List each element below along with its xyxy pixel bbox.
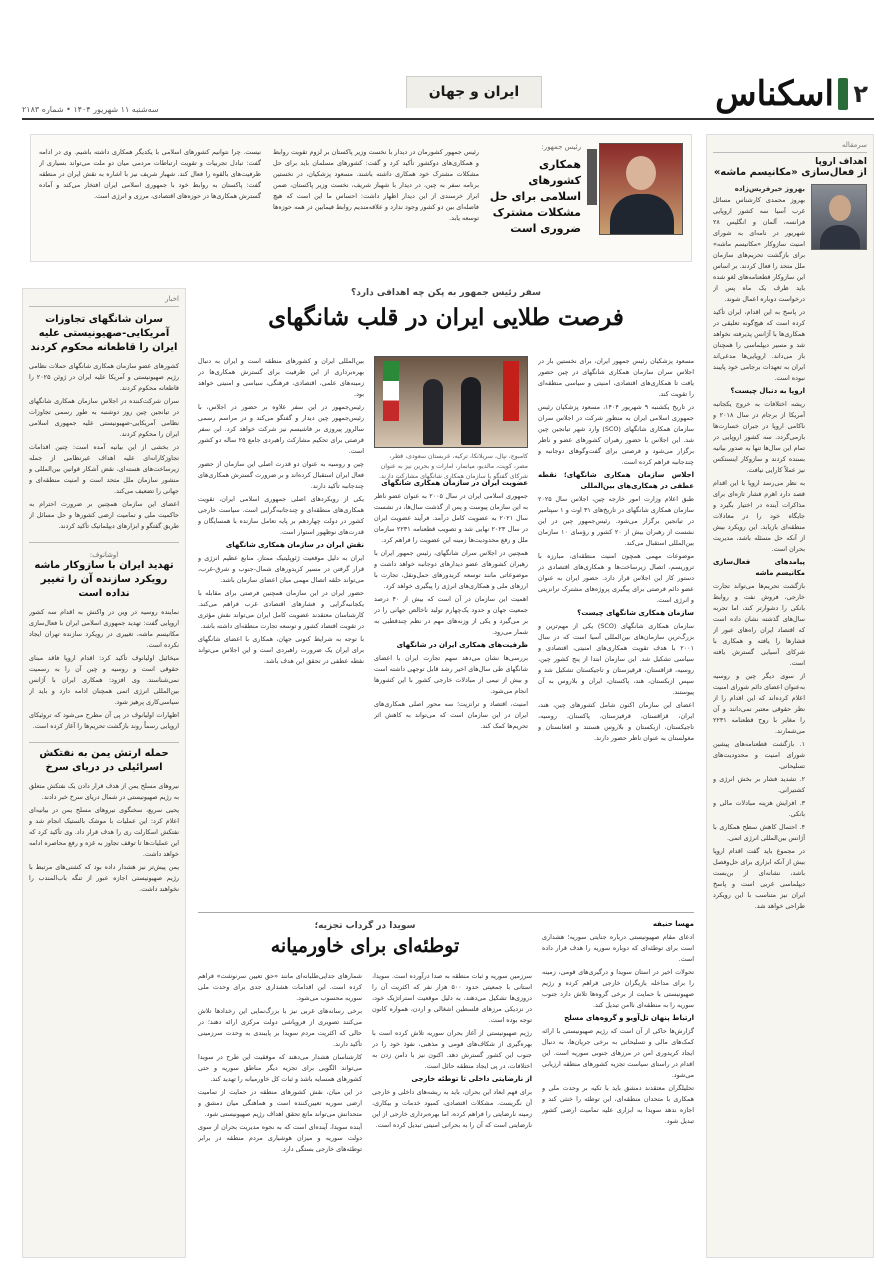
paragraph: در این میان، نقش کشورهای منطقه در حمایت از تمامیت ارضی سوریه تعیین‌کننده است و هماهنگی میان دمشق و متحدانش می‌تواند مانع تحقق اهداف رژیم صهیونیستی شود. [198, 1088, 362, 1118]
president-photo [599, 143, 683, 235]
subhead: از نارضایتی داخلی تا توطئه خارجی [411, 1075, 532, 1083]
editorial-byline: بهروز خیرفریس‌زاده [734, 185, 805, 193]
subhead: ظرفیت‌های همکاری ایران در شانگهای [396, 641, 528, 649]
paragraph: سرزمین سوریه و ثبات منطقه به صدا درآورده است. سویدا، استانی با جمعیتی حدود ۵۰۰ هزار نفر که اکثریت آن را دروزی‌ها تشکیل می‌دهند، به دلیل موقعیت استراتژیک خود، در نزدیکی مرزهای فلسطین اشغالی و اردن، همواره کانون توجه بوده است. [372, 972, 532, 1024]
paragraph: همچنین در اجلاس سران شانگهای، رئیس جمهور ایران با رهبران کشورهای عضو دیدارهای دوجانبه خواهد داشت و موضوعاتی مانند توسعه کریدورهای حمل‌ونقل، تجارت با ارزهای ملی و همکاری‌های انرژی را پیگیری خواهد کرد. [374, 549, 528, 590]
paragraph: نیروهای مسلح یمن از هدف قرار دادن یک نفتکش متعلق به رژیم صهیونیستی در شمال دریای سرخ خبر دادند. [29, 782, 179, 801]
brand-logo-mark [838, 78, 848, 110]
editorial-paragraph: به نظر می‌رسد اروپا با این اقدام قصد دارد اهرم فشار تازه‌ای برای مذاکرات آینده در اختیار بگیرد و جایگاه خود را در معادلات منطقه‌ای بازیابد. این رویکرد بیش از آنکه حل مسئله باشد، مدیریت بحران است. [713, 479, 805, 553]
author-photo [811, 184, 867, 250]
paragraph: کشورهای عضو سازمان همکاری شانگهای حملات نظامی رژیم صهیونیستی و آمریکا علیه ایران در ژوئن ۲۰۲۵ را قاطعانه محکوم کردند. [29, 362, 179, 392]
main-story-column-3 [198, 356, 364, 900]
news-body [29, 781, 179, 897]
paragraph: بین‌المللی ایران و کشورهای منطقه است و ایران به دنبال بهره‌برداری از این ظرفیت برای گسترش همکاری‌ها در زمینه‌های علمی، اقتصادی، فرهنگی، سیاسی و امنیتی خواهد بود. [198, 357, 364, 398]
paragraph: ایران به دلیل موقعیت ژئوپلیتیک ممتاز، منابع عظیم انرژی و قرار گرفتن در مسیر کریدورهای شمال-جنوب و شرق-غرب، می‌تواند حلقه اتصال مهمی میان اعضای سازمان باشد. [198, 554, 364, 584]
bottom-story-kicker: سویدا در گرداب تجزیه؛ [314, 921, 416, 931]
paragraph: آینده سویدا، آینده‌ای است که به نحوه مدیریت بحران از سوی دولت سوریه و میزان هوشیاری مردم منطقه در برابر توطئه‌های خارجی بستگی دارد. [198, 1123, 362, 1153]
news-body [29, 607, 179, 734]
editorial-title: از فعال‌سازی «مکانیسم ماشه» [713, 167, 867, 178]
paragraph: رژیم صهیونیستی از آغاز بحران سوریه تلاش کرده است با بهره‌گیری از شکاف‌های قومی و مذهبی، نفوذ خود را در جنوب این کشور گسترش دهد. اکنون نیز با دامن زدن به اختلافات، در پی ایجاد منطقه حائل است. [372, 1029, 532, 1070]
editorial-paragraph: بازگشت تحریم‌ها می‌تواند تجارت خارجی، فروش نفت و روابط بانکی را دشوارتر کند، اما تجربه سال‌های گذشته نشان داده است که اقتصاد ایران راه‌های عبور از فشارها را یافته و همکاری با شرکای آسیایی گسترش یافته است. [713, 582, 805, 667]
issue-line: سه‌شنبه ۱۱ شهریور ۱۴۰۴ • شماره ۲۱۸۳ [22, 105, 159, 114]
editorial-subhead: اروپا به دنبال چیست؟ [730, 387, 805, 395]
paragraph: میخائیل اولیانوف تأکید کرد: اقدام اروپا فاقد مبنای حقوقی است و روسیه و چین آن را به رسمیت نمی‌شناسند. وی افزود: همکاری ایران با آژانس بین‌المللی انرژی اتمی همچنان ادامه دارد و باید از سیاسی‌کاری پرهیز شود. [29, 654, 179, 706]
editorial-paragraph: ۱. بازگشت قطعنامه‌های پیشین شورای امنیت و محدودیت‌های تسلیحاتی. [713, 740, 805, 770]
paragraph: موضوعات مهمی همچون امنیت منطقه‌ای، مبارزه با تروریسم، اتصال زیرساخت‌ها و همکاری‌های اقتصادی در دستور کار این اجلاس قرار دارد. حضور ایران به عنوان عضو دائم فرصتی برای پیگیری پروژه‌های مشترک ترانزیتی و انرژی است. [538, 552, 694, 604]
masthead [22, 76, 874, 120]
interview-body-1: رئیس جمهور کشورمان در دیدار با نخست وزیر پاکستان بر لزوم تقویت روابط و همکاری‌های دوکشور تأکید کرد و گفت: کشورهای مسلمان باید برای حل مشکلات مشترک خود همکاری داشته باشند. مسعود پزشکیان، در نخستین برنامه سفر به چین، در دیدار با شهباز شریف، نخست وزیر پاکستان، ضمن ابراز خرسندی از این دیدار اظهار داشت: احساس ما این است که هیچ فاصله‌ای بین دو کشور وجود ندارد و علاقه‌مندیم روابط فیمابین در همه حوزه‌ها توسعه یابد. [273, 148, 479, 222]
paragraph: سازمان همکاری شانگهای (SCO) یکی از مهم‌ترین و بزرگ‌ترین سازمان‌های بین‌المللی آسیا است که در سال ۲۰۰۱ با هدف تقویت همکاری‌های امنیتی، اقتصادی و سیاسی تشکیل شد. این سازمان ابتدا از پنج کشور چین، روسیه، قزاقستان، قرقیزستان و تاجیکستان تشکیل شد و سپس ازبکستان، هند، پاکستان، ایران و بلاروس به آن پیوستند. [538, 622, 694, 696]
news-column-label: اخبار [29, 295, 179, 307]
editorial-column [706, 134, 874, 1258]
interview-body-2: نیست. چرا نتوانیم کشورهای اسلامی با یکدیگر همکاری داشته باشیم. وی در ادامه گفت: تبادل تجربیات و تقویت ارتباطات مردمی میان دو ملت می‌تواند بسیاری از ظرفیت‌های بالقوه را فعال کند. شهباز شریف نیز با اشاره به نقش ایران در منطقه گفت: پاکستان به روابط خود با جمهوری اسلامی ایران افتخار می‌کند و آماده گسترش همکاری‌ها در حوزه‌های اقتصادی، مرزی و انرژی است. [39, 148, 261, 200]
paragraph: تحولات اخیر در استان سویدا و درگیری‌های قومی، زمینه را برای مداخله بازیگران خارجی فراهم کرده و رژیم صهیونیستی با حمایت از برخی گروه‌ها تلاش دارد جنوب سوریه را به منطقه‌ای ناامن تبدیل کند. [542, 968, 694, 1009]
news-subhead: اوشانوف: [89, 551, 119, 559]
paragraph: یکی از رویکردهای اصلی جمهوری اسلامی ایران، تقویت همکاری‌های منطقه‌ای و چندجانبه‌گرایی است. سیاست خارجی کشور در دولت چهاردهم بر پایه تعامل سازنده با همسایگان و قدرت‌های نوظهور استوار است. [198, 495, 364, 536]
paragraph: تحلیلگران معتقدند دمشق باید با تکیه بر وحدت ملی و همکاری با متحدان منطقه‌ای، این توطئه را خنثی کند و اجازه ندهد سویدا به ابزاری علیه تمامیت ارضی کشور تبدیل شود. [542, 1084, 694, 1125]
subhead: سازمان همکاری شانگهای چیست؟ [577, 609, 694, 617]
photo-caption: کامبوج، نپال، سریلانکا، ترکیه، عربستان سعودی، قطر، مصر، کویت، مالدیو، میانمار، امارات و بحرین نیز به عنوان شرکای گفتگو با سازمان همکاری شانگهای مشارکت دارند. [379, 453, 528, 480]
paragraph: رئیس‌جمهور در این سفر علاوه بر حضور در اجلاس، با رئیس‌جمهور چین دیدار و گفتگو می‌کند و در مراسم رسمی سالروز پیروزی بر فاشیسم نیز شرکت خواهد کرد. این سفر فرصتی برای تحکیم مشارکت راهبردی جامع ۲۵ ساله دو کشور است. [198, 403, 364, 455]
paragraph: برای فهم ابعاد این بحران، باید به ریشه‌های داخلی و خارجی آن نگریست. مشکلات اقتصادی، کمبود خدمات و بیکاری، زمینه نارضایتی را فراهم کرده، اما بهره‌برداری خارجی از این نارضایتی است که آن را به بحرانی امنیتی تبدیل کرده است. [372, 1088, 532, 1129]
editorial-label: سرمقاله [713, 141, 867, 153]
editorial-paragraph: در پاسخ به این اقدام، ایران تأکید کرده است که هیچ‌گونه تعلیقی در همکاری‌ها با آژانس پذیرفته نخواهد شد و مسیر دیپلماسی را همچنان باز می‌داند. اروپایی‌ها مدعی‌اند ایران به تعهدات برجامی خود پایبند نبوده است. [713, 308, 805, 382]
paragraph: گزارش‌ها حاکی از آن است که رژیم صهیونیستی با ارائه کمک‌های مالی و تسلیحاتی به برخی جریان‌ها، به دنبال ایجاد کریدوری امن در مرزهای جنوبی سوریه است. این اقدام در راستای سیاست تجزیه کشورهای منطقه ارزیابی می‌شود. [542, 1027, 694, 1079]
bottom-story-column-2 [198, 971, 362, 1255]
section-tab: ایران و جهان [406, 76, 542, 108]
paragraph: سران شرکت‌کننده در اجلاس سازمان همکاری شانگهای در تیانجین چین روز دوشنبه به طور رسمی تجاوزات نظامی آمریکایی-صهیونیستی علیه جمهوری اسلامی ایران را محکوم کردند. [29, 397, 179, 438]
main-story-headline: فرصت طلایی ایران در قلب شانگهای [268, 304, 624, 331]
bottom-story-column-1 [372, 971, 532, 1255]
bottom-story-headline: توطئه‌ای برای خاورمیانه [270, 935, 460, 957]
news-headline: حمله ارتش یمن به نفتکش اسرائیلی در دریای سرخ [39, 748, 169, 773]
vertical-tag [587, 149, 597, 205]
paragraph: بررسی‌ها نشان می‌دهد سهم تجارت ایران با اعضای شانگهای طی سال‌های اخیر رشد قابل توجهی داشته است و بیش از نیمی از مبادلات خارجی کشور با این کشورها انجام می‌شود. [374, 654, 528, 695]
interview-label: رئیس جمهور: [541, 143, 581, 151]
editorial-paragraph: ریشه اختلافات به خروج یکجانبه آمریکا از برجام در سال ۲۰۱۸ و ناکامی اروپا در جبران خسارت‌ها بازمی‌گردد. سه کشور اروپایی در تمام این سال‌ها تنها به صدور بیانیه بسنده کردند و سازوکار اینستکس نیز عملاً کارایی نیافت. [713, 400, 805, 474]
paragraph: اعضای این سازمان همچنین بر ضرورت احترام به حاکمیت ملی و تمامیت ارضی کشورها و حل مسائل از طریق گفتگو و ابزارهای دیپلماتیک تأکید کردند. [29, 500, 179, 530]
paragraph: اعضای این سازمان اکنون شامل کشورهای چین، هند، ایران، قزاقستان، قرقیزستان، پاکستان، روسیه، تاجیکستان، ازبکستان و بلاروس هستند و افغانستان و مغولستان به عنوان ناظر حضور دارند. [538, 701, 694, 742]
main-story-kicker: سفر رئیس جمهور به پکن چه اهدافی دارد؟ [351, 288, 541, 298]
paragraph: اهمیت این سازمان در آن است که بیش از ۴۰ درصد جمعیت جهان و حدود یک‌چهارم تولید ناخالص جهانی را در بر می‌گیرد و یکی از وزنه‌های مهم در نظم چندقطبی به شمار می‌رود. [374, 595, 528, 636]
divider [29, 542, 179, 543]
paragraph: در بخشی از این بیانیه آمده است: چنین اقدامات تجاوزکارانه‌ای علیه اهداف غیرنظامی از جمله زیرساخت‌های هسته‌ای، نقض آشکار قوانین بین‌المللی و منشور سازمان ملل متحد است و امنیت منطقه‌ای و جهانی را تضعیف می‌کند. [29, 443, 179, 495]
editorial-paragraph: در مجموع باید گفت اقدام اروپا بیش از آنکه ابزاری برای حل‌وفصل باشد، نشانه‌ای از بن‌بست دیپلماسی غربی است و پاسخ ایران نیز متناسب با این رویکرد طراحی خواهد شد. [713, 847, 805, 910]
paragraph: برخی رسانه‌های غربی نیز با بزرگ‌نمایی این رخدادها تلاش می‌کنند تصویری از فروپاشی دولت مرکزی ارائه دهند؛ در حالی که اکثریت مردم سویدا بر پایبندی به وحدت سرزمینی تأکید دارند. [198, 1007, 362, 1048]
news-headline: تهدید ایران با سازوکار ماشه رویکرد سازنده آن را تغییر نداده است [34, 560, 174, 599]
page-number: ۲ [853, 80, 868, 108]
top-interview-box [30, 134, 692, 262]
paragraph: جمهوری اسلامی ایران در سال ۲۰۰۵ به عنوان عضو ناظر به این سازمان پیوست و پس از گذشت سال‌ها، در نشست سال ۲۰۲۱ به عضویت کامل درآمد. فرآیند عضویت ایران در سال ۲۰۲۳ نهایی شد و تصویب قطعنامه ۲۲۳۱ سازمان ملل و رفع محدودیت‌ها زمینه این عضویت را فراهم کرد. [374, 492, 528, 544]
author-name: مهسا حنیفه [652, 920, 694, 928]
editorial-subhead: پیامدهای فعال‌سازی مکانیسم ماشه [713, 558, 805, 577]
editorial-paragraph: از سوی دیگر چین و روسیه به‌عنوان اعضای دائم شورای امنیت اعلام کرده‌اند که این اقدام را از نظر حقوقی معتبر نمی‌دانند و آن را مغایر با روح قطعنامه ۲۲۳۱ می‌شمارند. [713, 672, 805, 735]
paragraph: اظهارات اولیانوف در پی آن مطرح می‌شود که تروئیکای اروپایی رسماً روند بازگشت تحریم‌ها را آغاز کرده است. [29, 711, 179, 730]
main-story-column-2 [374, 478, 528, 900]
editorial-kicker: اهداف اروپا [815, 157, 867, 167]
paragraph: مسعود پزشکیان رئیس جمهور ایران، برای نخستین بار در اجلاس سران سازمان همکاری شانگهای در چین حضور یافت تا همکاری‌های اقتصادی، امنیتی و سیاسی منطقه‌ای را تقویت کند. [538, 357, 694, 398]
main-story-column-1 [538, 356, 694, 900]
paragraph: ادعای مقام صهیونیستی درباره جنایتی سوریه؛ هشداری است برای توطئه‌ای که دوباره سوریه را هدف قرار داده است. [542, 933, 694, 963]
editorial-body [713, 195, 805, 914]
editorial-paragraph: ۲. تشدید فشار بر بخش انرژی و کشتیرانی. [713, 775, 805, 794]
paragraph: طبق اعلام وزارت امور خارجه چین، اجلاس سال ۲۰۲۵ سازمان همکاری شانگهای در تاریخ‌های ۳۱ اوت و ۱ سپتامبر در تیانجین برگزار می‌شود. رئیس‌جمهور چین در این نشست از رهبران بیش از ۲۰ کشور و رؤسای ۱۰ سازمان بین‌المللی استقبال می‌کند. [538, 495, 694, 547]
paragraph: کارشناسان هشدار می‌دهند که موفقیت این طرح در سویدا می‌تواند الگویی برای تجزیه دیگر مناطق سوریه و حتی کشورهای همسایه باشد و ثبات کل خاورمیانه را تهدید کند. [198, 1053, 362, 1083]
paragraph: یحیی سریع، سخنگوی نیروهای مسلح یمن در بیانیه‌ای اعلام کرد: این عملیات با موشک بالستیک انجام شد و نفتکش اسکارلت ری را هدف قرار داد. وی تأکید کرد که این عملیات‌ها تا توقف تجاوز به غزه و رفع محاصره ادامه خواهد داشت. [29, 806, 179, 858]
editorial-paragraph: بهروز محمدی کارشناس مسائل غرب آسیا سه کشور اروپایی فرانسه، آلمان و انگلیس ۲۸ شهریور در نامه‌ای به شورای امنیت سازوکار «مکانیسم ماشه» برای بازگشت تحریم‌های سازمان ملل متحد را فعال کردند. بر اساس این سازوکار قطعنامه‌های لغو شده باید ظرف یک ماه پس از درخواست دوباره اعمال شوند. [713, 196, 805, 303]
divider [29, 742, 179, 743]
paragraph: با توجه به شرایط کنونی جهان، همکاری با اعضای شانگهای برای ایران یک ضرورت راهبردی است و این اجلاس می‌تواند نقطه عطفی در تحقق این هدف باشد. [198, 635, 364, 665]
subhead: نقش ایران در سازمان همکاری شانگهای [225, 541, 364, 549]
subhead: عضویت ایران در سازمان همکاری شانگهای [381, 479, 528, 487]
iran-flag-icon [383, 361, 399, 421]
paragraph: نماینده روسیه در وین در واکنش به اقدام سه کشور اروپایی گفت: تهدید جمهوری اسلامی ایران با فعال‌سازی مکانیسم ماشه، تغییری در رویکرد سازنده تهران ایجاد نکرده است. [29, 608, 179, 649]
interview-headline: همکاری کشورهای اسلامی برای حل مشکلات مشترک ضروری است [489, 158, 581, 235]
editorial-paragraph: ۳. افزایش هزینه مبادلات مالی و بانکی. [713, 799, 805, 818]
news-headline: سران شانگهای تجاوزات آمریکایی-صهیونیستی علیه ایران را قاطعانه محکوم کردند [30, 314, 178, 353]
brand-logo: اسکناس [715, 74, 834, 114]
subhead: اجلاس سازمان همکاری شانگهای؛ نقطه عطفی در همکاری‌های بین‌المللی [538, 471, 694, 490]
paragraph: حضور ایران در این سازمان همچنین فرصتی برای مقابله با یکجانبه‌گرایی و فشارهای اقتصادی غرب فراهم می‌کند. کارشناسان معتقدند عضویت کامل ایران می‌تواند نقش مؤثری در تقویت اقتصاد کشور و توسعه تجارت منطقه‌ای داشته باشد. [198, 589, 364, 630]
news-column [22, 288, 186, 1258]
paragraph: در تاریخ یکشنبه ۹ شهریور ۱۴۰۴، مسعود پزشکیان رئیس جمهوری اسلامی ایران به منظور شرکت در اجلاس سران سازمان همکاری شانگهای (SCO) وارد شهر تیانجین چین شد. این اجلاس با حضور رهبران کشورهای عضو و ناظر برگزار می‌شود و فرصتی برای گفت‌وگوهای دوجانبه و چندجانبه فراهم کرده است. [538, 403, 694, 466]
paragraph: شمارهای جدایی‌طلبانه‌ای مانند «حق تعیین سرنوشت» فراهم کرده است. این اقدامات هشداری جدی برای وحدت ملی سوریه محسوب می‌شود. [198, 972, 362, 1002]
china-flag-icon [503, 361, 519, 421]
handshake-photo [374, 356, 528, 448]
main-story [198, 288, 694, 904]
paragraph: امنیت، اقتصاد و ترانزیت؛ سه محور اصلی همکاری‌های ایران در این سازمان است که می‌تواند به کاهش اثر تحریم‌ها کمک کند. [374, 700, 528, 730]
bottom-story-side-column [542, 919, 694, 1255]
paragraph: یمن پیش‌تر نیز هشدار داده بود که کشتی‌های مرتبط با رژیم صهیونیستی اجازه عبور از تنگه باب‌المندب را نخواهند داشت. [29, 863, 179, 893]
news-body [29, 361, 179, 534]
editorial-paragraph: ۴. احتمال کاهش سطح همکاری با آژانس بین‌المللی انرژی اتمی. [713, 823, 805, 842]
bottom-story [198, 912, 694, 1258]
subhead: ارتباط پنهان تل‌آویو و گروه‌های مسلح [564, 1014, 694, 1022]
paragraph: چین و روسیه به عنوان دو قدرت اصلی این سازمان از حضور فعال ایران استقبال کرده‌اند و بر ضرورت گسترش همکاری‌های چندجانبه تأکید دارند. [198, 460, 364, 490]
